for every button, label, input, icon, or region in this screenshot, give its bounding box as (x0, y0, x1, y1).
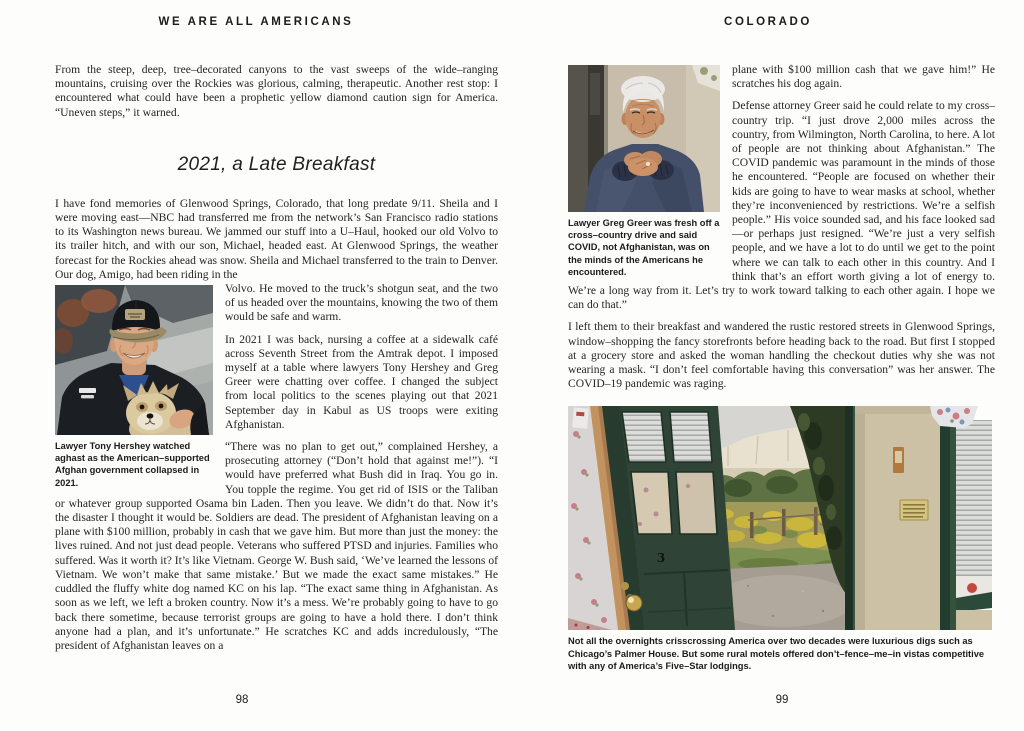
exterior-wall (845, 406, 940, 630)
paragraph: From the steep, deep, tree–decorated canyons to the vast sweeps of the wide–ranging mountains, cruising over the Rockies was glorious, calming, therapeutic. Another rest stop: I encountered what could have been a prophetic yellow diamond caution sign for America. “Uneven steps,” it warned. (55, 63, 498, 119)
brass-doorknob (626, 595, 642, 611)
hershey-photo-figure (55, 285, 213, 489)
running-head-right: COLORADO (724, 16, 812, 28)
motel-door-photo-figure (568, 406, 992, 672)
hershey-photo-caption: Lawyer Tony Hershey watched aghast as the American–supported Afghan government collapsed in 2021. (55, 441, 210, 488)
page-number-right: 99 (775, 694, 789, 706)
page-number-left: 98 (235, 694, 249, 706)
wall-card (572, 408, 588, 429)
left-page-text-block (55, 63, 498, 661)
right-page-text-block (568, 63, 995, 672)
motel-door-photo (568, 406, 992, 630)
paragraph: “There was no plan to get out,” complained Hershey, a prosecuting attorney (“Don’t hold that against me!”). “I would have preferred what Bush did in Iraq. You go in. You topple the regime. You get rid of ISIS or the Taliban or whatever group supported Osama bin Laden. Then you leave. We didn’t do that. Now it’s the disaster I thought it would be. Soldiers are dead. The president of Afghanistan leaving on a plane with $100 million, probably in cash that we gave him. But more than just the money: the lives ruined. And not just dead people. Veterans who suffered PTSD and injuries. Families who suffered. Was it worth it? It’s like Vietnam. George W. Bush said, ‘We’ve learned the lessons of Vietnam. We won’t make that same mistake.’ But we made the exact same mistakes.” He cuddled the fluffy white dog named KC on his lap. “The exact same thing in Afghanistan. As soon as we left, we left a broken country. Now it’s a mess. We’re probably going to have to go back there sometime, because terrorist groups are going to have a hold there. I don’t think anyone had a plan, and it’s unfortunate.” He scratches KC and adds incredulously, “The president of Afghanistan leaves on a (55, 440, 498, 652)
motel-photo-caption: Not all the overnights crisscrossing America over two decades were luxurious digs such as Chicago’s Palmer House. But some rural motels offered don’t–fence–me–in vistas competitive with any of America’s Five–Star lodgings. (568, 636, 985, 671)
door-number: 3 (656, 551, 666, 566)
running-head-left: WE ARE ALL AMERICANS (158, 16, 354, 28)
greer-photo (568, 65, 720, 212)
section-title: 2021, a Late Breakfast (177, 153, 376, 175)
hershey-photo (55, 285, 213, 435)
paragraph: plane with $100 million cash that we gave him!” He scratches his dog again. (732, 63, 995, 91)
paragraph: Defense attorney Greer said he could relate to my cross–country trip. “I just drove 2,000 miles across the country, from Wilmington, North Carolina, to here. A lot of people are not thinking about Afghanistan.” The COVID pandemic was paramount in the minds of those he encountered. “People are focused on whether their kids are going to have to wear masks at school, whether they’re inconvenienced by restrictions. We’re a selfish people.” His voice sounded sad, and his face looked sad—or perhaps just resigned. “We’re just a very selfish people, and we have a lot to do until we get to the point where we can talk to each other in this country. And I think that’s an effort worth giving a lot of energy to. We’re a long way from it. Let’s try to work toward talking to each other again. I hope we can do that.” (568, 99, 996, 312)
interior-and-door (568, 406, 735, 630)
paragraph: I have fond memories of Glenwood Springs, Colorado, that long predate 9/11. Sheila and I were moving east—NBC had transferred me from the network’s San Francisco radio stations to its Washington news bureau. We jammed our stuff into a U–Haul, hooked our old Volvo to its trailer hitch, and with our son, Michael, headed east. At Glenwood Springs, the weather forecast for the Rockies ahead was snow. Sheila and Michael transferred to the train to Denver. Our dog, Amigo, had been riding in the (55, 196, 498, 281)
deadbolt (621, 582, 629, 590)
paragraph: In 2021 I was back, nursing a coffee at a sidewalk café across Seventh Street from the Amtrak depot. I imposed myself at a table where lawyers Tony Hershey and Greg Greer were chatting over coffee. I changed the subject from local politics to the scenes playing out that 2021 September day in Kabul as US troops were exiting Afghanistan. (225, 332, 498, 431)
paragraph: I left them to their breakfast and wandered the rustic restored streets in Glenwood Springs, window–shopping the fancy storefronts before heading back to the road. But first I stopped at a grocery store and asked the woman handling the checkout duties why she was not wearing a mask. “I don’t feel comfortable having this conversation” was her answer. The COVID–19 pandemic was raging. (568, 320, 995, 391)
greer-photo-figure (568, 65, 720, 278)
greer-photo-caption: Lawyer Greg Greer was fresh off a cross–country drive and said COVID, not Afghanistan, was on the minds of the Americans he encountered. (568, 218, 720, 277)
paragraph: Volvo. He moved to the truck’s shotgun seat, and the two of us headed over the mountains, knowing the two of them would be safe and warm. (225, 282, 498, 324)
